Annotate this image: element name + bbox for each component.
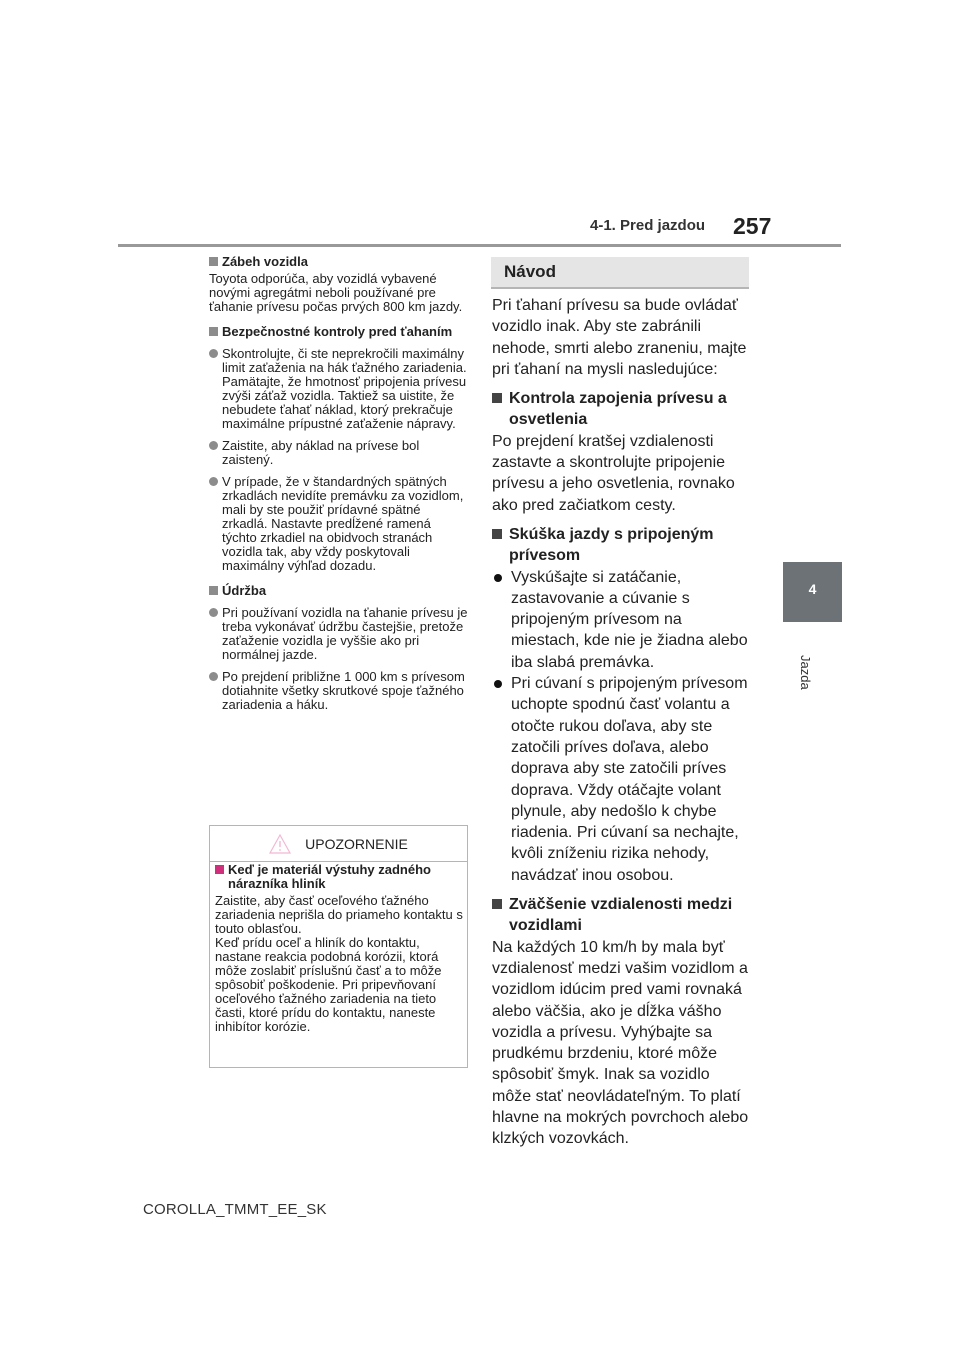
section-heading: Zábeh vozidla: [209, 255, 469, 269]
left-column: [209, 255, 469, 712]
section-heading: Údržba: [209, 584, 469, 598]
square-bullet-icon: [209, 257, 218, 266]
square-bullet-icon: [492, 529, 502, 539]
list-item: V prípade, že v štandardných spätných zrkadlách nevidíte premávku za vozidlom, mali by ste použiť prídavné spätné zrkadlá. Nastavte predĺžené ramená týchto zrkadiel na obidvoch stranách vozidla tak, aby vždy poskytovali maximálny výhľad dozadu.: [209, 475, 469, 573]
square-bullet-icon: [215, 865, 224, 874]
circle-bullet-icon: [209, 672, 218, 681]
warning-body: [215, 863, 465, 1034]
circle-bullet-icon: [209, 608, 218, 617]
chapter-label: Jazda: [798, 655, 813, 690]
warning-heading: Keď je materiál výstuhy zadného nárazníka hliník: [215, 863, 465, 891]
document-code: COROLLA_TMMT_EE_SK: [143, 1201, 327, 1218]
circle-bullet-icon: [209, 477, 218, 486]
circle-bullet-icon: [209, 349, 218, 358]
warning-text: Keď prídu oceľ a hliník do kontaktu, nastane reakcia podobná korózii, ktorá môže zoslabiť príslušnú časť a to môže spôsobiť poškodenie. Pri pripevňovaní oceľového ťažného zariadenia na tieto časti, ktoré prídu do kontaktu, naneste inhibítor korózie.: [215, 935, 442, 1034]
warning-triangle-icon: [269, 834, 291, 854]
list-item: Vyskúšajte si zatáčanie, zastavovanie a cúvanie s pripojeným prívesom na miestach, kde nie je žiadna alebo iba slabá premávka.: [492, 567, 752, 673]
square-bullet-icon: [209, 327, 218, 336]
warning-box: [209, 825, 468, 1068]
warning-title: UPOZORNENIE: [210, 826, 467, 861]
circle-bullet-icon: [494, 680, 502, 688]
header-divider: [118, 244, 841, 247]
paragraph: Toyota odporúča, aby vozidlá vybavené novými agregátmi neboli používané pre ťahanie prívesu počas prvých 800 km jazdy.: [209, 271, 463, 314]
guide-heading-bar: [491, 257, 749, 289]
section-heading: Kontrola zapojenia prívesu a osvetlenia: [492, 388, 752, 431]
warning-text: Zaistite, aby časť oceľového ťažného zariadenia neprišla do priameho kontaktu s touto oblasťou.: [215, 893, 463, 936]
square-bullet-icon: [492, 393, 502, 403]
circle-bullet-icon: [209, 441, 218, 450]
square-bullet-icon: [492, 899, 502, 909]
list-item: Pri cúvaní s pripojeným prívesom uchopte spodnú časť volantu a otočte rukou doľava, aby ste zatočili príves doľava, alebo doprava aby ste zatočili príves doprava. Vždy otáčajte volant plynule, aby nedošlo k chybe riadenia. Pri cúvaní sa nechajte, kvôli zníženiu rizika nehody, navádzať inou osobou.: [492, 673, 752, 886]
page-number: 257: [733, 213, 772, 239]
list-item: Po prejdení približne 1 000 km s prívesom dotiahnite všetky skrutkové spoje ťažného zariadenia a háku.: [209, 670, 469, 712]
section-title: 4-1. Pred jazdou: [590, 217, 706, 234]
paragraph: Po prejdení kratšej vzdialenosti zastavte a skontrolujte pripojenie prívesu a jeho osvetlenia, rovnako ako pred začiatkom cesty.: [492, 432, 735, 514]
circle-bullet-icon: [494, 574, 502, 582]
paragraph: Pri ťahaní prívesu sa bude ovládať vozidlo inak. Aby ste zabránili nehode, smrti alebo zraneniu, majte pri ťahaní na mysli nasledujúce:: [492, 297, 747, 378]
paragraph: Na každých 10 km/h by mala byť vzdialenosť medzi vašim vozidlom a vozidlom idúcim pred vami rovnaká alebo väčšia, ako je dĺžka vášho vozidla a prívesu. Vyhýbajte sa prudkému brzdeniu, ktoré môže spôsobiť šmyk. Inak sa vozidlo môže stať neovládateľným. To platí hlavne na mokrých povrchoch alebo klzkých vozovkách.: [492, 938, 749, 1148]
guide-heading: Návod: [504, 262, 556, 281]
square-bullet-icon: [209, 586, 218, 595]
chapter-tab: [783, 562, 842, 622]
chapter-number: 4: [808, 581, 817, 597]
list-item: Pri používaní vozidla na ťahanie prívesu je treba vykonávať údržbu častejšie, pretože zaťaženie vozidla je vyššie ako pri normálnej jazde.: [209, 606, 469, 662]
right-column: [492, 295, 752, 1150]
section-heading: Skúška jazdy s pripojeným prívesom: [492, 524, 752, 567]
list-item: Zaistite, aby náklad na prívese bol zaistený.: [209, 439, 469, 467]
list-item: Skontrolujte, či ste neprekročili maximálny limit zaťaženia na hák ťažného zariadenia. Pamätajte, že hmotnosť pripojenia prívesu zvýši záťaž vozidla. Taktiež sa uistite, že nebudete ťahať náklad, ktorý prekračuje maximálne prípustné zaťaženie nápravy.: [209, 347, 469, 431]
section-heading: Zväčšenie vzdialenosti medzi vozidlami: [492, 894, 752, 937]
section-heading: Bezpečnostné kontroly pred ťahaním: [209, 325, 469, 339]
